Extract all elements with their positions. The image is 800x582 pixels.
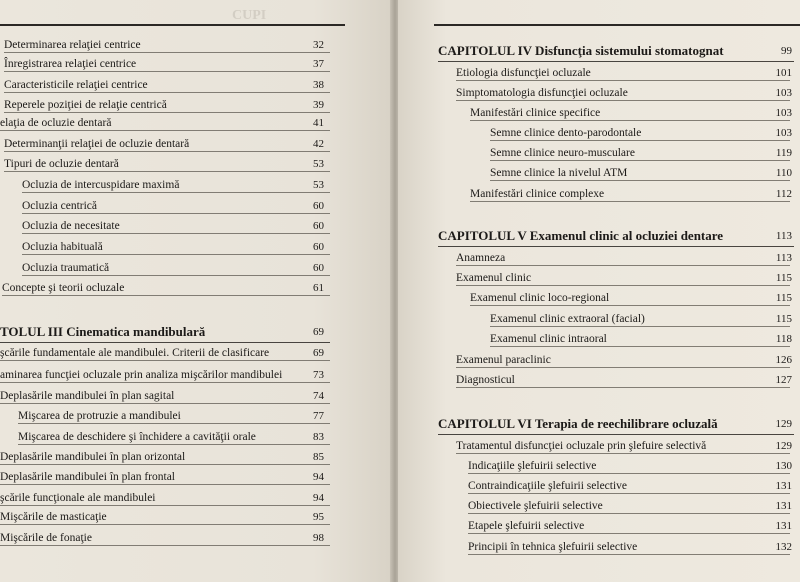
chapter-page: 129: [775, 418, 792, 430]
toc-entry: [468, 476, 790, 496]
toc-entry-page: 103: [775, 107, 792, 119]
toc-entry-page: 74: [313, 390, 324, 402]
toc-entry-title: aminarea funcţiei ocluzale prin analiza mişcărilor mandibulei: [0, 369, 283, 381]
toc-entry-title: elaţia de ocluzie dentară: [0, 117, 112, 129]
toc-entry: [22, 216, 330, 236]
entry-underline: [456, 285, 790, 286]
toc-entry: [4, 154, 330, 174]
toc-entry-title: Contraindicaţiile şlefuirii selective: [468, 480, 628, 492]
toc-entry-title: Manifestări clinice complexe: [470, 188, 605, 200]
toc-entry: [456, 248, 790, 268]
toc-entry-title: Deplasările mandibulei în plan frontal: [0, 471, 175, 483]
toc-entry-title: Semne clinice dento-parodontale: [490, 127, 642, 139]
toc-entry: [456, 350, 790, 370]
toc-entry: [22, 175, 330, 195]
toc-entry-title: Examenul clinic intraoral: [490, 333, 607, 345]
toc-entry: [4, 35, 330, 55]
toc-entry-page: 126: [775, 354, 792, 366]
toc-entry-title: Obiectivele şlefuirii selective: [468, 500, 603, 512]
toc-entry-title: Ocluzia de intercuspidare maximă: [22, 179, 180, 191]
entry-underline: [0, 505, 330, 506]
toc-entry-page: 42: [313, 138, 324, 150]
toc-entry-page: 127: [775, 374, 792, 386]
toc-entry: [18, 406, 330, 426]
entry-underline: [0, 382, 330, 383]
toc-entry-page: 113: [775, 252, 792, 264]
toc-entry-title: Principii în tehnica şlefuirii selective: [468, 541, 638, 553]
toc-entry-page: 94: [313, 471, 324, 483]
toc-entry-title: Deplasările mandibulei în plan sagital: [0, 390, 175, 402]
toc-entry-page: 130: [775, 460, 792, 472]
toc-entry: [490, 163, 790, 183]
bleed-through-text: CUPI: [232, 8, 267, 23]
toc-entry-title: Tratamentul disfuncţiei ocluzale prin şlefuire selectivă: [456, 440, 707, 452]
entry-underline: [490, 140, 790, 141]
toc-entry-title: Simptomatologia disfuncţiei ocluzale: [456, 87, 628, 99]
toc-entry-title: Tipuri de ocluzie dentară: [4, 158, 119, 170]
entry-underline: [0, 524, 330, 525]
entry-underline: [490, 180, 790, 181]
toc-entry: [468, 516, 790, 536]
toc-entry-title: Examenul clinic loco-regional: [470, 292, 610, 304]
toc-entry-title: Ocluzia habituală: [22, 241, 103, 253]
entry-underline: [456, 265, 790, 266]
toc-entry-title: Diagnosticul: [456, 374, 515, 386]
toc-entry-page: 73: [313, 369, 324, 381]
toc-entry-title: Examenul clinic: [456, 272, 532, 284]
entry-underline: [22, 254, 330, 255]
entry-underline: [4, 92, 330, 93]
top-rule: [0, 24, 345, 26]
toc-entry: [490, 143, 790, 163]
toc-entry: [0, 447, 330, 467]
toc-entry-title: Determinarea relaţiei centrice: [4, 39, 141, 51]
toc-entry: [4, 134, 330, 154]
entry-underline: [18, 444, 330, 445]
toc-entry: [0, 507, 330, 527]
entry-underline: [456, 453, 790, 454]
toc-entry-title: Concepte şi teorii ocluzale: [2, 282, 125, 294]
toc-entry-page: 103: [775, 127, 792, 139]
entry-underline: [468, 513, 790, 514]
toc-entry-title: Ocluzia de necesitate: [22, 220, 120, 232]
toc-entry: [0, 488, 330, 508]
toc-entry-page: 32: [313, 39, 324, 51]
toc-entry: [0, 386, 330, 406]
toc-entry: [456, 83, 790, 103]
chapter-underline: [438, 61, 794, 63]
chapter-heading-6: [438, 413, 794, 435]
toc-entry-page: 119: [775, 147, 792, 159]
toc-entry: [0, 528, 330, 548]
toc-entry-page: 41: [313, 117, 324, 129]
toc-entry: [0, 365, 330, 385]
toc-entry: [468, 537, 790, 557]
left-page: [0, 0, 392, 582]
toc-entry-page: 85: [313, 451, 324, 463]
toc-entry-page: 60: [313, 241, 324, 253]
entry-underline: [0, 484, 330, 485]
toc-entry: [470, 103, 790, 123]
toc-entry: [456, 268, 790, 288]
toc-entry-title: Mişcările de fonaţie: [0, 532, 92, 544]
entry-underline: [456, 80, 790, 81]
toc-entry-page: 129: [775, 440, 792, 452]
toc-entry: [468, 456, 790, 476]
toc-entry-page: 61: [313, 282, 324, 294]
entry-underline: [22, 233, 330, 234]
entry-underline: [18, 423, 330, 424]
entry-underline: [470, 201, 790, 202]
toc-entry-page: 60: [313, 200, 324, 212]
chapter-page: 113: [775, 230, 792, 242]
toc-entry-page: 131: [775, 480, 792, 492]
toc-entry-title: Anamneza: [456, 252, 506, 264]
toc-entry: [22, 196, 330, 216]
toc-entry-title: Etapele şlefuirii selective: [468, 520, 585, 532]
toc-entry-page: 95: [313, 511, 324, 523]
toc-entry-page: 115: [775, 313, 792, 325]
toc-entry-title: Mişcarea de protruzie a mandibulei: [18, 410, 181, 422]
entry-underline: [0, 360, 330, 361]
top-rule: [434, 24, 800, 26]
toc-entry: [2, 278, 330, 298]
right-page: [398, 0, 800, 582]
toc-entry-title: Mişcările de masticaţie: [0, 511, 107, 523]
entry-underline: [468, 493, 790, 494]
toc-entry-title: Indicaţiile şlefuirii selective: [468, 460, 597, 472]
entry-underline: [0, 130, 330, 131]
toc-entry-title: Înregistrarea relaţiei centrice: [4, 58, 137, 70]
toc-entry: [0, 343, 330, 363]
entry-underline: [470, 305, 790, 306]
toc-entry-title: Caracteristicile relaţiei centrice: [4, 79, 148, 91]
toc-entry: [490, 309, 790, 329]
toc-entry-page: 39: [313, 99, 324, 111]
entry-underline: [468, 533, 790, 534]
chapter-title: CAPITOLUL VI Terapia de reechilibrare ocluzală: [438, 416, 718, 431]
entry-underline: [456, 387, 790, 388]
toc-entry: [22, 258, 330, 278]
entry-underline: [4, 171, 330, 172]
chapter-title: CAPITOLUL IV Disfuncţia sistemului stomatognat: [438, 43, 724, 58]
toc-entry: [0, 467, 330, 487]
toc-entry: [456, 370, 790, 390]
toc-entry-page: 132: [775, 541, 792, 553]
entry-underline: [4, 151, 330, 152]
toc-entry-title: Determinanţii relaţiei de ocluzie dentară: [4, 138, 190, 150]
toc-entry: [4, 75, 330, 95]
chapter-page: 99: [781, 45, 792, 57]
toc-entry-page: 77: [313, 410, 324, 422]
chapter-heading-5: [438, 225, 794, 247]
toc-entry: [470, 288, 790, 308]
toc-entry-title: şcările fundamentale ale mandibulei. Criterii de clasificare: [0, 347, 270, 359]
entry-underline: [0, 403, 330, 404]
toc-entry: [456, 436, 790, 456]
entry-underline: [468, 473, 790, 474]
toc-entry: [0, 113, 330, 133]
toc-entry-page: 83: [313, 431, 324, 443]
toc-entry-title: Ocluzia traumatică: [22, 262, 110, 274]
chapter-underline: [438, 246, 794, 248]
toc-entry-title: Manifestări clinice specifice: [470, 107, 601, 119]
toc-entry: [490, 123, 790, 143]
toc-entry-title: Semne clinice neuro-musculare: [490, 147, 635, 159]
chapter-heading: [0, 321, 330, 343]
toc-entry-page: 115: [775, 292, 792, 304]
toc-entry: [4, 54, 330, 74]
toc-entry-page: 53: [313, 158, 324, 170]
toc-entry-page: 118: [775, 333, 792, 345]
toc-entry-title: Examenul clinic extraoral (facial): [490, 313, 645, 325]
toc-entry-page: 60: [313, 220, 324, 232]
toc-entry: [456, 63, 790, 83]
toc-entry: [490, 329, 790, 349]
entry-underline: [0, 464, 330, 465]
toc-entry-title: Reperele poziţiei de relaţie centrică: [4, 99, 167, 111]
entry-underline: [470, 120, 790, 121]
toc-entry-title: Deplasările mandibulei în plan orizontal: [0, 451, 186, 463]
entry-underline: [490, 346, 790, 347]
entry-underline: [456, 367, 790, 368]
toc-entry-page: 115: [775, 272, 792, 284]
entry-underline: [4, 52, 330, 53]
entry-underline: [456, 100, 790, 101]
entry-underline: [468, 554, 790, 555]
entry-underline: [22, 275, 330, 276]
entry-underline: [22, 192, 330, 193]
toc-entry-page: 60: [313, 262, 324, 274]
entry-underline: [2, 295, 330, 296]
toc-entry-page: 110: [775, 167, 792, 179]
toc-entry-title: Ocluzia centrică: [22, 200, 98, 212]
toc-entry-title: Semne clinice la nivelul ATM: [490, 167, 628, 179]
toc-entry-title: Mişcarea de deschidere şi închidere a cavităţii orale: [18, 431, 256, 443]
toc-entry-page: 38: [313, 79, 324, 91]
toc-entry-page: 112: [775, 188, 792, 200]
toc-entry-page: 53: [313, 179, 324, 191]
toc-entry: [18, 427, 330, 447]
toc-entry-title: Examenul paraclinic: [456, 354, 551, 366]
toc-entry-page: 98: [313, 532, 324, 544]
entry-underline: [490, 326, 790, 327]
toc-entry-page: 131: [775, 500, 792, 512]
toc-entry-page: 103: [775, 87, 792, 99]
entry-underline: [0, 545, 330, 546]
toc-entry-page: 37: [313, 58, 324, 70]
toc-entry: [22, 237, 330, 257]
chapter-heading-4: [438, 40, 794, 62]
entry-underline: [22, 213, 330, 214]
toc-entry-title: şcările funcţionale ale mandibulei: [0, 492, 156, 504]
toc-entry-page: 131: [775, 520, 792, 532]
chapter-title: TOLUL III Cinematica mandibulară: [0, 324, 206, 339]
chapter-page: 69: [313, 326, 324, 338]
entry-underline: [490, 160, 790, 161]
toc-entry-title: Etiologia disfuncţiei ocluzale: [456, 67, 591, 79]
toc-entry: [470, 184, 790, 204]
chapter-title: CAPITOLUL V Examenul clinic al ocluziei dentare: [438, 228, 724, 243]
chapter-underline: [438, 434, 794, 436]
toc-entry-page: 69: [313, 347, 324, 359]
toc-entry-page: 101: [775, 67, 792, 79]
toc-entry: [468, 496, 790, 516]
toc-entry-page: 94: [313, 492, 324, 504]
toc-entry: [4, 95, 330, 115]
entry-underline: [4, 71, 330, 72]
